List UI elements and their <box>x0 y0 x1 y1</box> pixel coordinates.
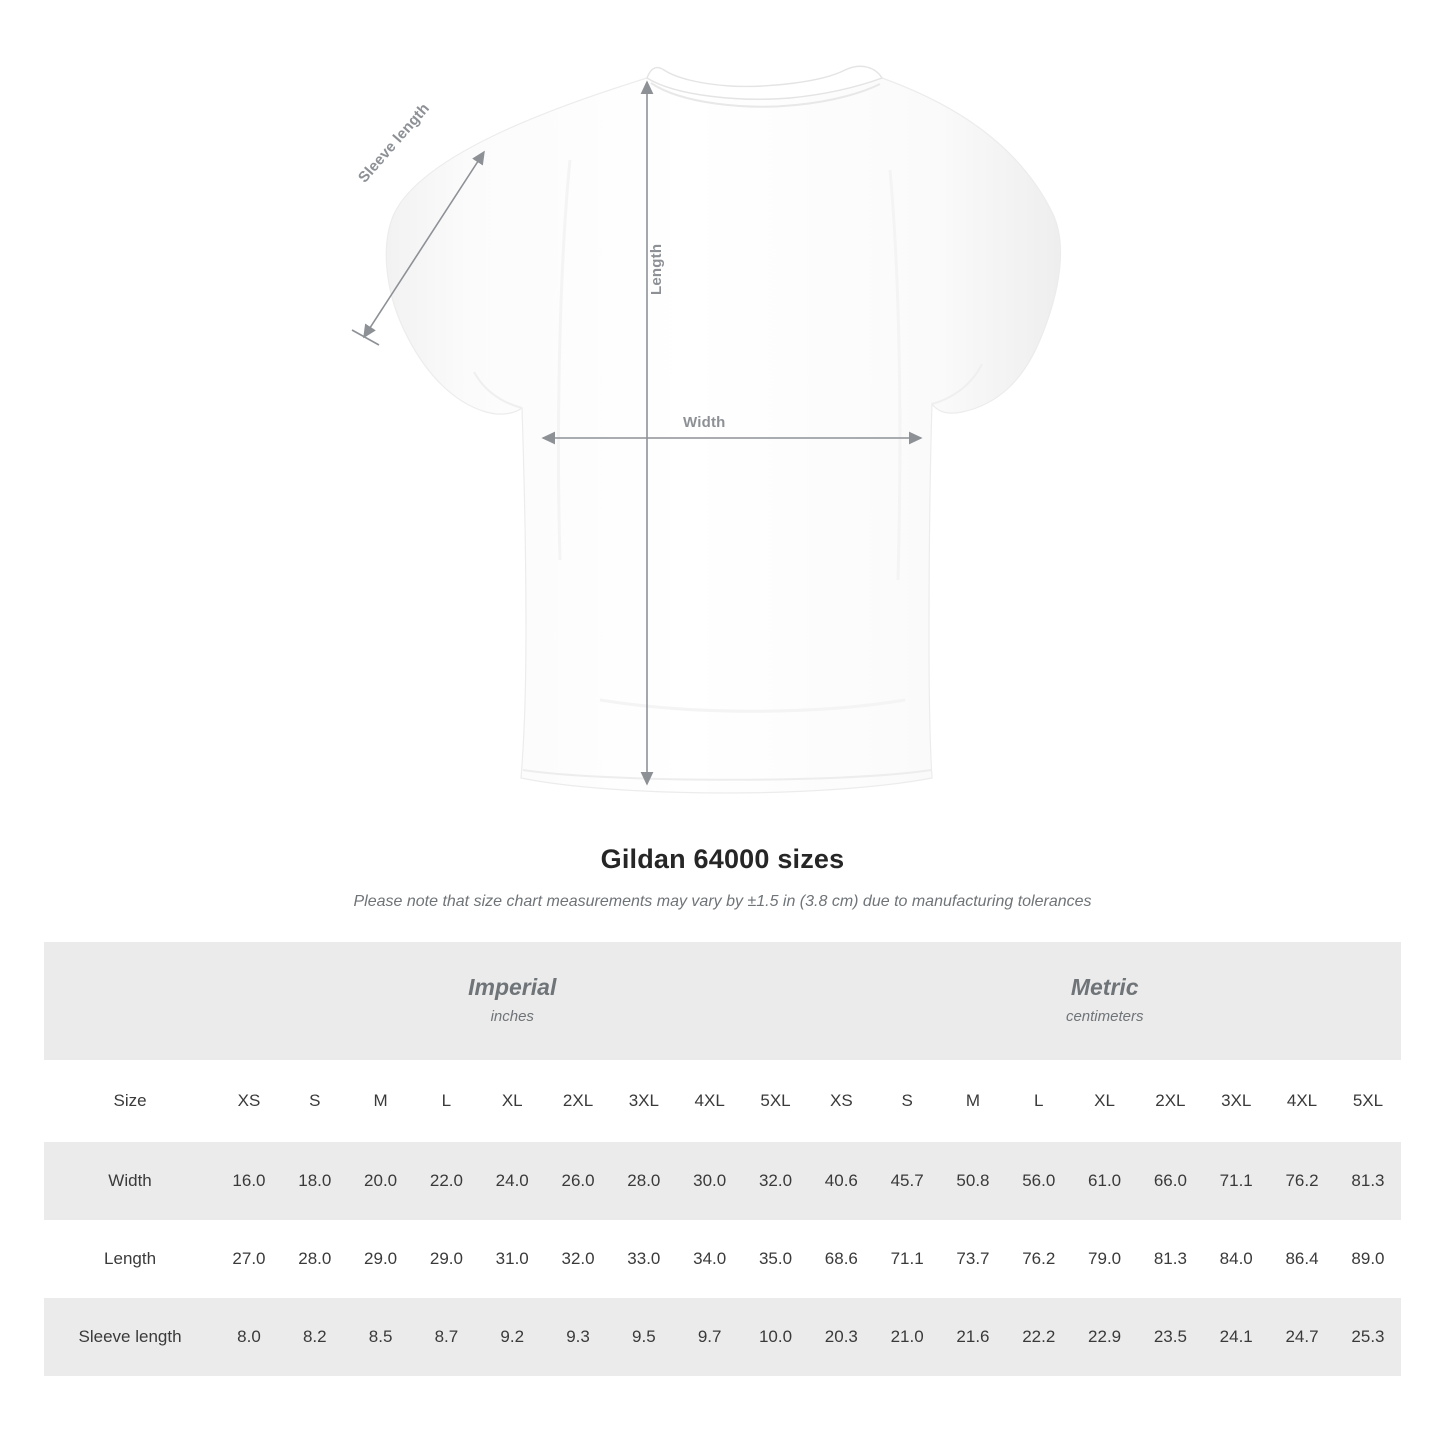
size-column-header: M <box>348 1060 414 1142</box>
size-table-wrapper <box>44 942 1401 1376</box>
sleeve-tick-bottom <box>352 330 379 345</box>
size-column-header: 3XL <box>1203 1060 1269 1142</box>
measurement-value: 81.3 <box>1335 1142 1401 1220</box>
size-column-header: 4XL <box>1269 1060 1335 1142</box>
measurement-value: 25.3 <box>1335 1298 1401 1376</box>
measurement-value: 68.6 <box>808 1220 874 1298</box>
page-title: Gildan 64000 sizes <box>600 844 845 874</box>
measurement-label: Sleeve length <box>44 1298 216 1376</box>
measurement-value: 40.6 <box>808 1142 874 1220</box>
measurement-value: 18.0 <box>282 1142 348 1220</box>
size-column-header: 5XL <box>1335 1060 1401 1142</box>
unit-group-imperial <box>216 942 808 1060</box>
measurement-value: 66.0 <box>1137 1142 1203 1220</box>
size-column-header: XL <box>1072 1060 1138 1142</box>
length-label: Length <box>648 243 665 295</box>
measurement-value: 28.0 <box>282 1220 348 1298</box>
measurement-value: 9.3 <box>545 1298 611 1376</box>
measurement-value: 24.7 <box>1269 1298 1335 1376</box>
measurement-value: 33.0 <box>611 1220 677 1298</box>
measurement-value: 76.2 <box>1269 1142 1335 1220</box>
title-block <box>0 844 1445 911</box>
table-header-row <box>44 1060 1401 1142</box>
table-row <box>44 1298 1401 1376</box>
size-chart-table <box>44 942 1401 1376</box>
measurement-value: 9.5 <box>611 1298 677 1376</box>
measurement-value: 35.0 <box>743 1220 809 1298</box>
measurement-value: 23.5 <box>1137 1298 1203 1376</box>
size-column-header: XS <box>216 1060 282 1142</box>
unit-row-spacer <box>44 942 216 1060</box>
measurement-value: 20.0 <box>348 1142 414 1220</box>
measurement-value: 34.0 <box>677 1220 743 1298</box>
measurement-value: 30.0 <box>677 1142 743 1220</box>
measurement-value: 45.7 <box>874 1142 940 1220</box>
sleeve-length-label: Sleeve length <box>355 100 433 187</box>
measurement-value: 21.6 <box>940 1298 1006 1376</box>
measurement-value: 71.1 <box>1203 1142 1269 1220</box>
measurement-value: 24.0 <box>479 1142 545 1220</box>
size-column-header: XS <box>808 1060 874 1142</box>
measurement-value: 16.0 <box>216 1142 282 1220</box>
size-header-cell: Size <box>44 1060 216 1142</box>
measurement-value: 84.0 <box>1203 1220 1269 1298</box>
measurement-value: 79.0 <box>1072 1220 1138 1298</box>
measurement-label: Width <box>44 1142 216 1220</box>
measurement-value: 31.0 <box>479 1220 545 1298</box>
table-row <box>44 1142 1401 1220</box>
measurement-value: 9.7 <box>677 1298 743 1376</box>
size-column-header: XL <box>479 1060 545 1142</box>
measurement-label: Length <box>44 1220 216 1298</box>
measurement-value: 32.0 <box>545 1220 611 1298</box>
size-column-header: S <box>874 1060 940 1142</box>
unit-group-subtitle: inches <box>490 1008 534 1026</box>
unit-group-subtitle: centimeters <box>1065 1008 1144 1026</box>
measurement-value: 73.7 <box>940 1220 1006 1298</box>
measurement-value: 8.2 <box>282 1298 348 1376</box>
measurement-value: 8.0 <box>216 1298 282 1376</box>
measurement-value: 20.3 <box>808 1298 874 1376</box>
measurement-value: 22.9 <box>1072 1298 1138 1376</box>
measurement-value: 28.0 <box>611 1142 677 1220</box>
unit-group-name: Metric <box>1070 973 1139 1000</box>
measurement-value: 10.0 <box>743 1298 809 1376</box>
measurement-value: 81.3 <box>1137 1220 1203 1298</box>
size-column-header: 2XL <box>545 1060 611 1142</box>
measurement-value: 32.0 <box>743 1142 809 1220</box>
measurement-value: 56.0 <box>1006 1142 1072 1220</box>
measurement-value: 76.2 <box>1006 1220 1072 1298</box>
measurement-value: 9.2 <box>479 1298 545 1376</box>
measurement-value: 29.0 <box>414 1220 480 1298</box>
size-column-header: 5XL <box>743 1060 809 1142</box>
measurement-value: 61.0 <box>1072 1142 1138 1220</box>
measurement-value: 8.5 <box>348 1298 414 1376</box>
measurement-value: 50.8 <box>940 1142 1006 1220</box>
measurement-value: 86.4 <box>1269 1220 1335 1298</box>
measurement-value: 27.0 <box>216 1220 282 1298</box>
measurement-value: 22.2 <box>1006 1298 1072 1376</box>
measurement-value: 26.0 <box>545 1142 611 1220</box>
size-column-header: 3XL <box>611 1060 677 1142</box>
size-column-header: M <box>940 1060 1006 1142</box>
measurement-value: 29.0 <box>348 1220 414 1298</box>
size-column-header: S <box>282 1060 348 1142</box>
tolerance-note: Please note that size chart measurements may vary by ±1.5 in (3.8 cm) due to manufacturing tolerances <box>353 893 1092 910</box>
size-column-header: 4XL <box>677 1060 743 1142</box>
size-column-header: L <box>414 1060 480 1142</box>
measurement-value: 71.1 <box>874 1220 940 1298</box>
measurement-value: 8.7 <box>414 1298 480 1376</box>
measurement-value: 89.0 <box>1335 1220 1401 1298</box>
size-column-header: L <box>1006 1060 1072 1142</box>
unit-group-metric <box>808 942 1401 1060</box>
table-row <box>44 1220 1401 1298</box>
measurement-value: 24.1 <box>1203 1298 1269 1376</box>
unit-group-row <box>44 942 1401 1060</box>
measurement-value: 21.0 <box>874 1298 940 1376</box>
measurement-value: 22.0 <box>414 1142 480 1220</box>
width-label: Width <box>683 414 726 431</box>
size-column-header: 2XL <box>1137 1060 1203 1142</box>
unit-group-name: Imperial <box>468 973 557 1000</box>
